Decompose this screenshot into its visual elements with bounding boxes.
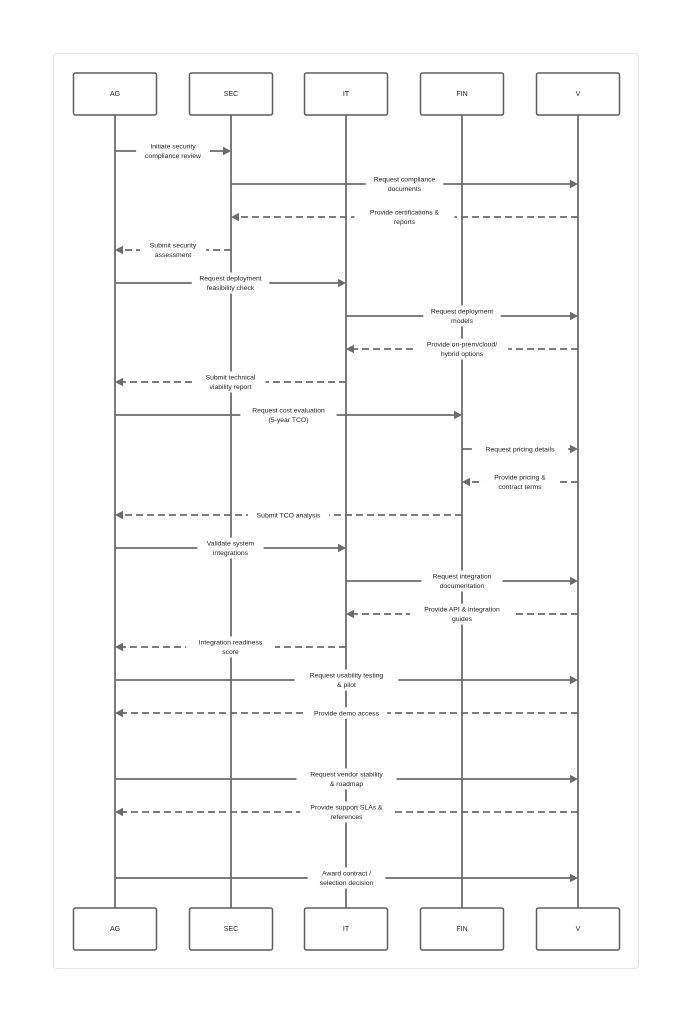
message-label-line: reports [393, 219, 416, 227]
message [115, 802, 578, 823]
participant-label: SEC [223, 925, 239, 933]
message-label-line: & roadmap [329, 781, 364, 789]
arrowhead-icon [115, 808, 123, 816]
message-label-line: (5-year TCO) [268, 417, 309, 425]
message [115, 405, 462, 426]
participant-top-sec [190, 73, 273, 115]
participant-label: IT [342, 90, 350, 98]
arrowhead-icon [570, 577, 578, 585]
message-label-line: Request compliance [373, 176, 436, 184]
message [462, 443, 578, 455]
message-label-line: Award contract / [322, 870, 371, 878]
arrowhead-icon [231, 213, 239, 221]
message [115, 769, 578, 790]
arrowhead-icon [570, 312, 578, 320]
message-label-line: Provide API & integration [424, 606, 500, 614]
participant-bottom-ag [74, 908, 157, 950]
participant-label: FIN [456, 925, 468, 933]
participant-label: AG [109, 90, 121, 98]
message [115, 240, 231, 261]
message-label-line: compliance review [145, 153, 201, 161]
message-label-line: guides [451, 616, 473, 624]
message-label-line: integrations [212, 550, 249, 558]
message-label-line: Request deployment [430, 308, 494, 316]
message-label-line: models [451, 318, 473, 326]
participant-bottom-it [305, 908, 388, 950]
message-label-line: references [330, 814, 363, 822]
participant-top-v [537, 73, 620, 115]
arrowhead-icon [346, 610, 354, 618]
participant-label: V [575, 90, 581, 98]
arrowhead-icon [338, 544, 346, 552]
arrowhead-icon [454, 411, 462, 419]
message-label-line: Integration readiness [198, 639, 263, 647]
message-label-line: Initiate security [150, 143, 196, 151]
arrowhead-icon [346, 345, 354, 353]
message-label-line: Submit security [149, 242, 197, 250]
arrowhead-icon [115, 709, 123, 717]
message-label-line: documents [387, 186, 422, 194]
message-label-line: assessment [154, 252, 192, 260]
message-label-line: score [222, 649, 239, 657]
participant-bottom-v [537, 908, 620, 950]
participant-label: V [575, 925, 581, 933]
message-label-line: Submit technical [205, 374, 256, 382]
message-label-line: Submit TCO analysis [256, 512, 321, 520]
message-label-line: Request integration [432, 573, 492, 581]
participant-top-it [305, 73, 388, 115]
message [346, 571, 578, 592]
message [115, 670, 578, 691]
message-label-line: Request deployment [199, 275, 262, 283]
message-label-line: documentation [439, 583, 485, 591]
participant-bottom-fin [421, 908, 504, 950]
arrowhead-icon [223, 147, 231, 155]
message [346, 339, 578, 360]
message-label-line: feasibility check [206, 285, 255, 293]
message [346, 604, 578, 625]
message [115, 141, 231, 162]
message-label-line: Request usability testing [309, 672, 384, 680]
arrowhead-icon [570, 445, 578, 453]
message [115, 273, 346, 294]
message-label [486, 446, 555, 453]
arrowhead-icon [115, 246, 123, 254]
message-label-line: Request pricing details [485, 446, 555, 454]
message-label-line: viability report [209, 384, 252, 392]
arrowhead-icon [115, 511, 123, 519]
message-label-line: Validate system [206, 540, 255, 548]
message-label-line: Provide support SLAs & [310, 804, 383, 812]
message [346, 306, 578, 327]
arrowhead-icon [570, 775, 578, 783]
message-label [314, 710, 380, 717]
message [115, 707, 578, 719]
message-label-line: Provide certifications & [369, 209, 440, 217]
participant-label: AG [109, 925, 121, 933]
message-label-line: contract terms [498, 484, 542, 492]
message [231, 207, 578, 228]
message-label-line: selection decision [319, 880, 374, 888]
participant-top-fin [421, 73, 504, 115]
message-label-line: Provide demo access [314, 710, 379, 718]
message [115, 868, 578, 889]
participant-label: IT [342, 925, 350, 933]
message-label-line: Provide on-prem/cloud/ [426, 341, 498, 349]
arrowhead-icon [570, 676, 578, 684]
message [115, 538, 346, 559]
arrowhead-icon [570, 180, 578, 188]
participant-label: FIN [456, 90, 468, 98]
message [231, 174, 578, 195]
message [115, 509, 462, 521]
message [462, 472, 578, 493]
message-label-line: Request cost evaluation [252, 407, 325, 415]
message [115, 637, 346, 658]
participant-label: SEC [223, 90, 239, 98]
message-label-line: Request vendor stability [310, 771, 383, 779]
arrowhead-icon [115, 378, 123, 386]
message-label-line: Provide pricing & [494, 474, 546, 482]
message-label-line: & pilot [337, 682, 356, 690]
message-label [257, 512, 321, 519]
arrowhead-icon [338, 279, 346, 287]
participant-top-ag [74, 73, 157, 115]
arrowhead-icon [115, 643, 123, 651]
message [115, 372, 346, 393]
message-label-line: hybrid options [440, 351, 484, 359]
arrowhead-icon [570, 874, 578, 882]
participant-bottom-sec [190, 908, 273, 950]
arrowhead-icon [462, 478, 470, 486]
